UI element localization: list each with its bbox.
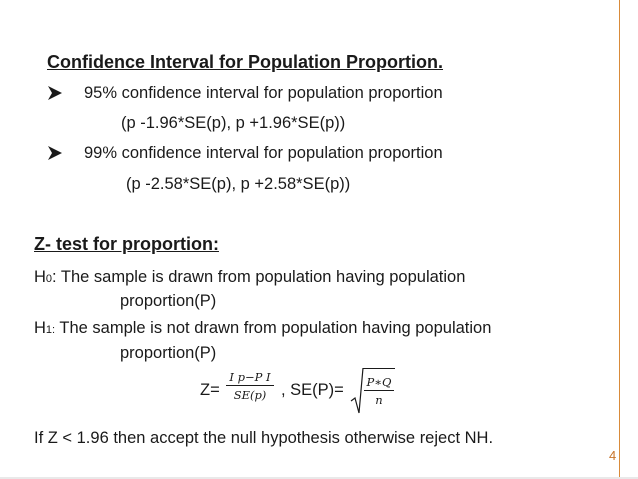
h1-subscript: 1: xyxy=(45,324,56,336)
h1-continuation: proportion(P) xyxy=(120,344,217,362)
h0-continuation: proportion(P) xyxy=(120,292,217,310)
h1-line xyxy=(34,319,491,338)
h0-symbol: H xyxy=(34,268,46,286)
arrow-bullet-icon xyxy=(47,85,63,101)
z-denominator: SE(p) xyxy=(233,388,267,402)
z-fraction xyxy=(226,370,274,402)
se-label: , SE(P)= xyxy=(281,381,344,399)
right-accent-rule xyxy=(619,0,620,479)
z-lhs: Z= xyxy=(200,381,220,399)
h1-symbol: H xyxy=(34,319,46,337)
page-number: 4 xyxy=(609,448,617,463)
ci-item-formula: (p -1.96*SE(p), p +1.96*SE(p)) xyxy=(121,114,346,132)
ci-item-label: 99% confidence interval for population proportion xyxy=(84,144,443,162)
ci-item-label: 95% confidence interval for population proportion xyxy=(84,84,443,102)
ztest-heading: Z- test for proportion: xyxy=(34,234,219,254)
ci-heading: Confidence Interval for Population Proportion. xyxy=(47,52,444,72)
conclusion-text: If Z < 1.96 then accept the null hypothesis otherwise reject NH. xyxy=(34,429,494,447)
se-numerator: P∗Q xyxy=(364,375,394,391)
arrow-bullet-icon xyxy=(47,145,63,161)
h0-line xyxy=(34,268,465,287)
ci-item-formula: (p -2.58*SE(p), p +2.58*SE(p)) xyxy=(126,175,351,193)
h1-text: The sample is not drawn from population having population xyxy=(55,319,492,337)
h0-text: : The sample is drawn from population having population xyxy=(52,268,466,286)
se-fraction xyxy=(364,375,394,407)
radical-bar xyxy=(363,368,395,369)
z-numerator: I p−P I xyxy=(226,370,274,386)
h0-subscript: 0 xyxy=(45,273,53,285)
se-denominator: n xyxy=(375,393,383,407)
square-root-icon xyxy=(350,367,364,415)
